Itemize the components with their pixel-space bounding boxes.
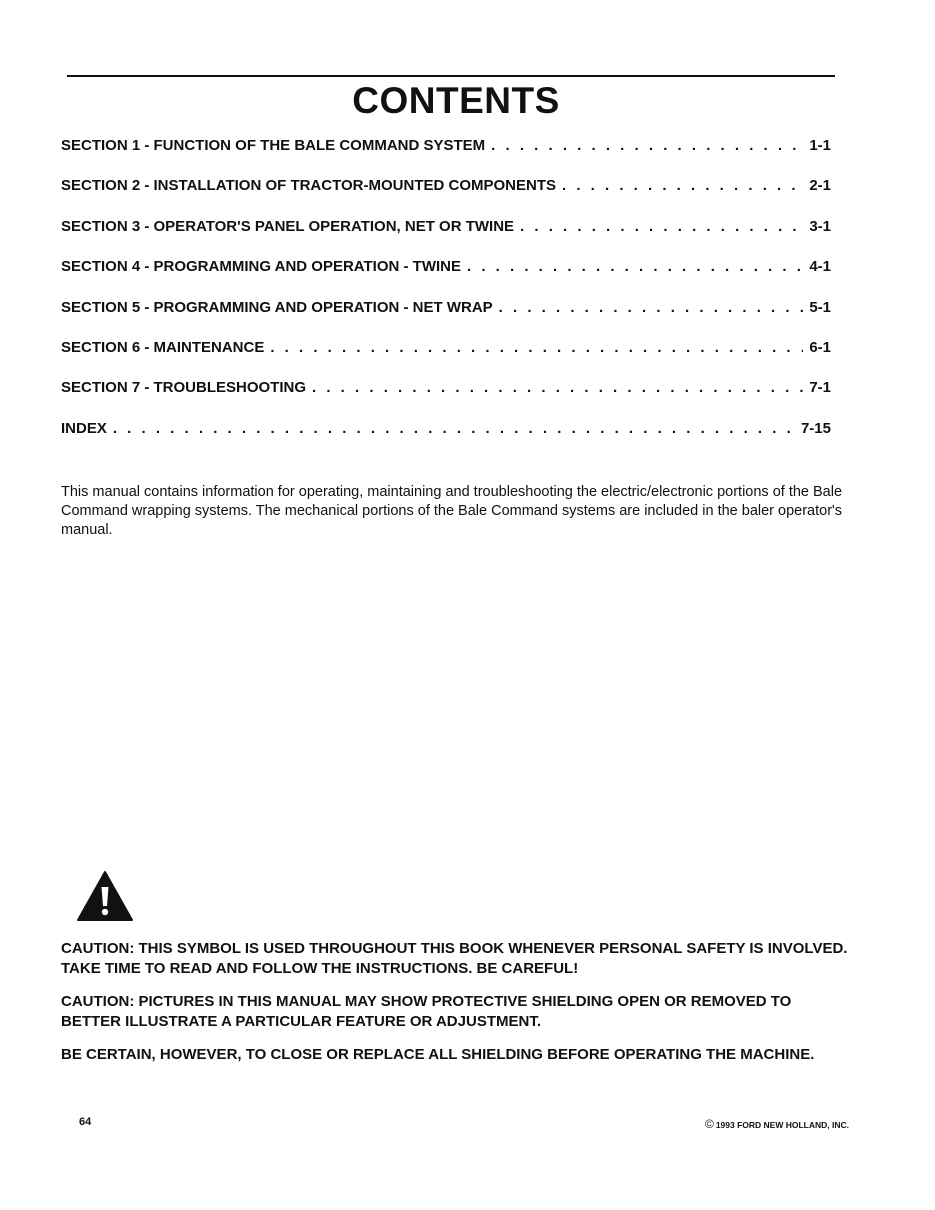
toc-entry-section-7[interactable]: [61, 379, 831, 419]
toc-leader-dots: [113, 420, 795, 437]
toc-leader-dots: [270, 339, 803, 356]
toc-entry-label: SECTION 6 - MAINTENANCE: [61, 338, 265, 356]
caution-safety-symbol: CAUTION: THIS SYMBOL IS USED THROUGHOUT THIS BOOK WHENEVER PERSONAL SAFETY IS INVOLVED. TAKE TIME TO READ AND FOLLOW THE INSTRUCTIONS. BE CAREFUL!: [61, 940, 848, 977]
toc-leader-dots: [491, 137, 803, 154]
toc-entry-page: 2-1: [809, 177, 831, 195]
toc-leader-dots: [312, 379, 803, 396]
toc-entry-label: SECTION 4 - PROGRAMMING AND OPERATION - TWINE: [61, 258, 461, 276]
caution-close-shielding: BE CERTAIN, HOWEVER, TO CLOSE OR REPLACE ALL SHIELDING BEFORE OPERATING THE MACHINE.: [61, 1046, 815, 1063]
toc-entry-page: 4-1: [809, 258, 831, 276]
toc-entry-page: 3-1: [809, 217, 831, 235]
toc-entry-index[interactable]: [61, 420, 831, 460]
toc-entry-section-6[interactable]: [61, 339, 831, 379]
toc-leader-dots: [499, 299, 804, 316]
page-title: CONTENTS: [352, 80, 560, 121]
page-number: 64: [79, 1116, 92, 1128]
toc-entry-label: SECTION 1 - FUNCTION OF THE BALE COMMAND SYSTEM: [61, 137, 486, 154]
toc-entry-label: SECTION 5 - PROGRAMMING AND OPERATION - NET WRAP: [61, 298, 493, 316]
copyright-symbol: ©: [704, 1117, 714, 1131]
toc-entry-label: INDEX: [61, 419, 107, 437]
toc-entry-label: SECTION 2 - INSTALLATION OF TRACTOR-MOUNTED COMPONENTS: [61, 177, 556, 195]
copyright-notice: [705, 1117, 849, 1131]
toc-entry-page: 6-1: [809, 338, 831, 356]
toc-entry-label: SECTION 7 - TROUBLESHOOTING: [61, 379, 307, 397]
toc-entry-section-1[interactable]: [61, 137, 831, 177]
intro-paragraph: This manual contains information for operating, maintaining and troubleshooting the electric/electronic portions of the Bale Command wrapping systems. The mechanical portions of the Bale Command systems are included in the baler operator's manual.: [61, 484, 843, 538]
copyright-text: 1993 FORD NEW HOLLAND, INC.: [715, 1120, 849, 1130]
top-divider: [67, 75, 835, 77]
warning-triangle-icon: [76, 870, 134, 922]
toc-entry-page: 1-1: [809, 137, 831, 154]
toc-entry-section-4[interactable]: [61, 258, 831, 298]
toc-leader-dots: [520, 218, 803, 235]
toc-entry-page: 7-1: [809, 379, 831, 397]
toc-entry-page: 7-15: [800, 419, 831, 437]
caution-shielding: CAUTION: PICTURES IN THIS MANUAL MAY SHOW PROTECTIVE SHIELDING OPEN OR REMOVED TO BETTER ILLUSTRATE A PARTICULAR FEATURE OR ADJUSTMENT.: [61, 993, 792, 1030]
toc-entry-section-2[interactable]: [61, 177, 831, 217]
caution-notices: [61, 939, 851, 1079]
toc-entry-page: 5-1: [809, 298, 831, 316]
toc-entry-label: SECTION 3 - OPERATOR'S PANEL OPERATION, NET OR TWINE: [61, 217, 515, 235]
toc-entry-section-3[interactable]: [61, 218, 831, 258]
table-of-contents: [61, 137, 831, 460]
toc-leader-dots: [562, 177, 803, 194]
toc-entry-section-5[interactable]: [61, 299, 831, 339]
toc-leader-dots: [467, 258, 803, 275]
